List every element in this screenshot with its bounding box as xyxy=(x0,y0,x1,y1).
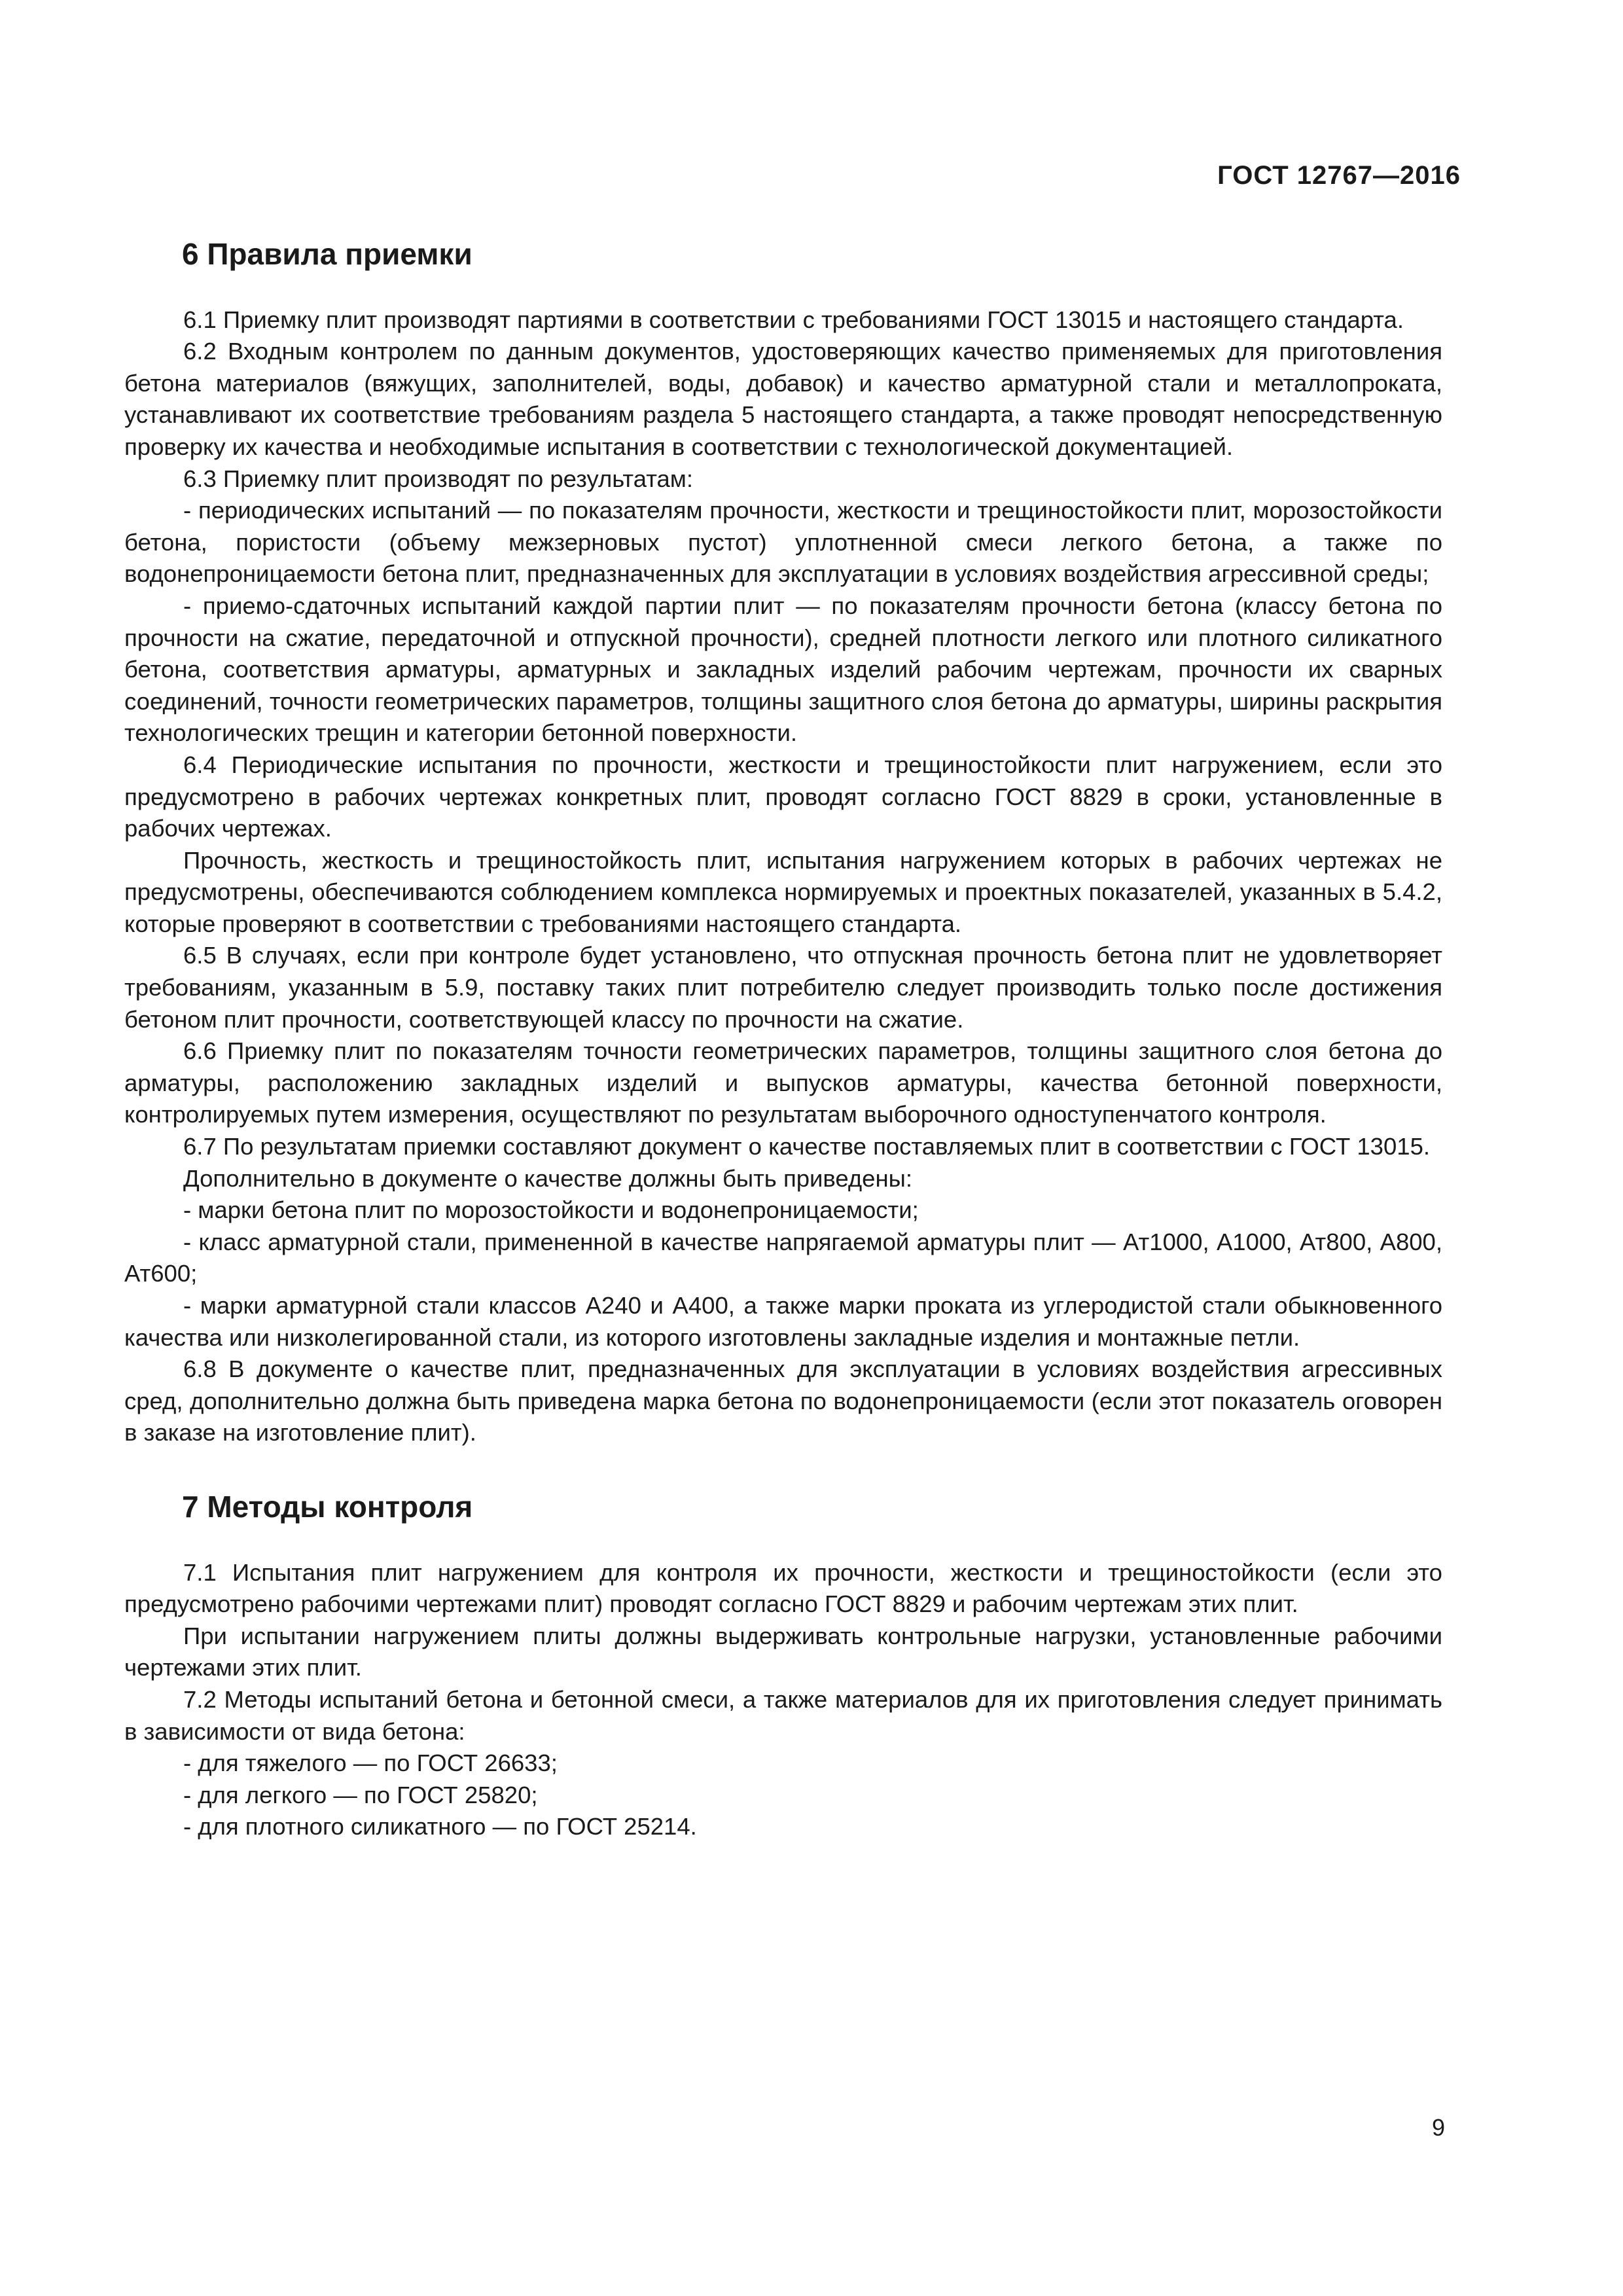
section-6-title: 6 Правила приемки xyxy=(182,237,473,271)
paragraph-6-7-additional: Дополнительно в документе о качестве должны быть приведены: xyxy=(183,1164,913,1192)
list-item-7-2-light: - для легкого — по ГОСТ 25820; xyxy=(183,1781,538,1808)
list-item-6-7-steel-grades: - марки арматурной стали классов А240 и А400, а также марки проката из углеродистой стали обыкновенного качества или низколегированной стали, из которого изготовлены закладные изделия и монтажные петли. xyxy=(124,1292,1442,1351)
paragraph-6-8: 6.8 В документе о качестве плит, предназначенных для эксплуатации в условиях воздействия агрессивных сред, дополнительно должна быть приведена марка бетона по водонепроницаемости (если этот показатель оговорен в заказе на изготовление плит). xyxy=(124,1355,1442,1446)
page-content xyxy=(124,223,1442,1843)
list-item-7-2-silicate: - для плотного силикатного — по ГОСТ 25214. xyxy=(183,1813,697,1840)
paragraph-6-5: 6.5 В случаях, если при контроле будет установлено, что отпускная прочность бетона плит не удовлетворяет требованиям, указанным в 5.9, поставку таких плит потребителю следует производить только после достижения бетоном плит прочности, соответствующей классу по прочности на сжатие. xyxy=(124,942,1442,1033)
list-item-7-2-heavy: - для тяжелого — по ГОСТ 26633; xyxy=(183,1749,558,1777)
paragraph-6-6: 6.6 Приемку плит по показателям точности геометрических параметров, толщины защитного слоя бетона до арматуры, расположению закладных изделий и выпусков арматуры, качества бетонной поверхности, контролируемых путем измерения, осуществляют по результатам выборочного одноступенчатого контроля. xyxy=(124,1037,1442,1128)
paragraph-6-1: 6.1 Приемку плит производят партиями в соответствии с требованиями ГОСТ 13015 и настоящего стандарта. xyxy=(183,306,1404,333)
list-item-6-7-steel-class: - класс арматурной стали, примененной в качестве напрягаемой арматуры плит — Ат1000, А1000, Ат800, А800, Ат600; xyxy=(124,1228,1442,1287)
standard-id: ГОСТ 12767—2016 xyxy=(1217,161,1461,190)
paragraph-7-2: 7.2 Методы испытаний бетона и бетонной смеси, а также материалов для их приготовления следует принимать в зависимости от вида бетона: xyxy=(124,1685,1442,1745)
list-item-6-3-periodic: - периодических испытаний — по показателям прочности, жесткости и трещиностойкости плит, морозостойкости бетона, пористости (объему межзерновых пустот) уплотненной смеси легкого бетона, а также по водонепроницаемости бетона плит, предназначенных для эксплуатации в условиях воздействия агрессивной среды; xyxy=(124,497,1442,588)
paragraph-7-1: 7.1 Испытания плит нагружением для контроля их прочности, жесткости и трещиностойкости (если это предусмотрено рабочими чертежами плит) проводят согласно ГОСТ 8829 и рабочим чертежам этих плит. xyxy=(124,1558,1442,1618)
page-number: 9 xyxy=(1431,2114,1445,2141)
paragraph-6-7: 6.7 По результатам приемки составляют документ о качестве поставляемых плит в соответствии с ГОСТ 13015. xyxy=(183,1133,1431,1160)
paragraph-6-2: 6.2 Входным контролем по данным документов, удостоверяющих качество применяемых для приготовления бетона материалов (вяжущих, заполнителей, воды, добавок) и качество арматурной стали и металлопроката, устанавливают их соответствие требованиям раздела 5 настоящего стандарта, а также проводят непосредственную проверку их качества и необходимые испытания в соответствии с технологической документацией. xyxy=(124,338,1442,460)
paragraph-6-4: 6.4 Периодические испытания по прочности, жесткости и трещиностойкости плит нагружением, если это предусмотрено в рабочих чертежах конкретных плит, проводят согласно ГОСТ 8829 в сроки, установленные в рабочих чертежах. xyxy=(124,751,1442,842)
paragraph-6-3: 6.3 Приемку плит производят по результатам: xyxy=(183,465,694,492)
section-7-title: 7 Методы контроля xyxy=(182,1489,473,1524)
list-item-6-7-concrete-grades: - марки бетона плит по морозостойкости и водонепроницаемости; xyxy=(183,1196,919,1224)
paragraph-6-4-continued: Прочность, жесткость и трещиностойкость плит, испытания нагружением которых в рабочих чертежах не предусмотрены, обеспечиваются соблюдением комплекса нормируемых и проектных показателей, указанных в 5.4.2, которые проверяют в соответствии с требованиями настоящего стандарта. xyxy=(124,846,1442,937)
paragraph-7-1-continued: При испытании нагружением плиты должны выдерживать контрольные нагрузки, установленные рабочими чертежами этих плит. xyxy=(124,1622,1442,1681)
list-item-6-3-acceptance: - приемо-сдаточных испытаний каждой партии плит — по показателям прочности бетона (классу бетона по прочности на сжатие, передаточной и отпускной прочности), средней плотности легкого или плотного силикатного бетона, соответствия арматуры, арматурных и закладных изделий рабочим чертежам, прочности их сварных соединений, точности геометрических параметров, толщины защитного слоя бетона до арматуры, ширины раскрытия технологических трещин и категории бетонной поверхности. xyxy=(124,592,1442,747)
